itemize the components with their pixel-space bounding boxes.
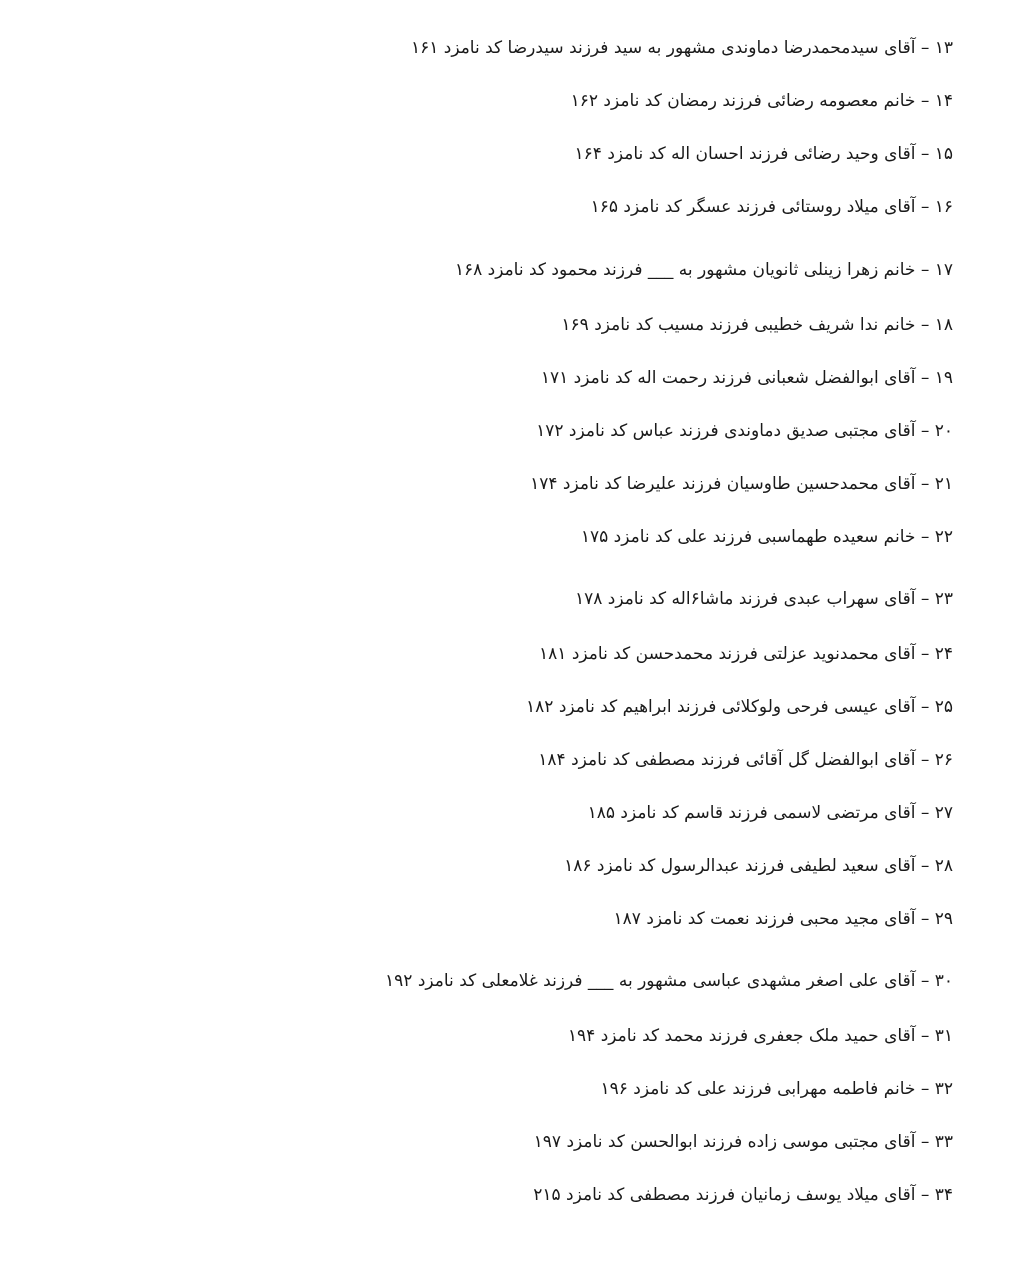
list-item: ۲۴ – آقای محمدنوید عزلتی فرزند محمدحسن کد نامزد ۱۸۱: [539, 644, 953, 664]
list-item: ۱۹ – آقای ابوالفضل شعبانی فرزند رحمت اله کد نامزد ۱۷۱: [540, 368, 953, 388]
list-item: ۳۲ – خانم فاطمه مهرابی فرزند علی کد نامزد ۱۹۶: [600, 1079, 953, 1099]
list-item: ۲۷ – آقای مرتضی لاسمی فرزند قاسم کد نامزد ۱۸۵: [587, 803, 953, 823]
list-item: ۲۳ – آقای سهراب عبدی فرزند ماشا۶اله کد نامزد ۱۷۸: [574, 589, 953, 609]
list-item: ۱۴ – خانم معصومه رضائی فرزند رمضان کد نامزد ۱۶۲: [570, 91, 953, 111]
list-item: ۱۸ – خانم ندا شریف خطیبی فرزند مسیب کد نامزد ۱۶۹: [561, 315, 953, 335]
list-item: ۱۶ – آقای میلاد روستائی فرزند عسگر کد نامزد ۱۶۵: [590, 197, 953, 217]
list-item: ۳۳ – آقای مجتبی موسی زاده فرزند ابوالحسن کد نامزد ۱۹۷: [533, 1132, 953, 1152]
list-item: ۱۳ – آقای سیدمحمدرضا دماوندی مشهور به سید فرزند سیدرضا کد نامزد ۱۶۱: [410, 38, 953, 58]
list-item: ۲۱ – آقای محمدحسین طاوسیان فرزند علیرضا کد نامزد ۱۷۴: [530, 474, 953, 494]
list-item: ۲۸ – آقای سعید لطیفی فرزند عبدالرسول کد نامزد ۱۸۶: [564, 856, 953, 876]
list-item: ۲۰ – آقای مجتبی صدیق دماوندی فرزند عباس کد نامزد ۱۷۲: [536, 421, 953, 441]
list-item: ۱۷ – خانم زهرا زینلی ثانویان مشهور به ___ فرزند محمود کد نامزد ۱۶۸: [454, 260, 953, 280]
list-item: ۳۰ – آقای علی اصغر مشهدی عباسی مشهور به ___ فرزند غلامعلی کد نامزد ۱۹۲: [385, 971, 953, 991]
list-item: ۳۴ – آقای میلاد یوسف زمانیان فرزند مصطفی کد نامزد ۲۱۵: [533, 1185, 953, 1205]
list-item: ۱۵ – آقای وحید رضائی فرزند احسان اله کد نامزد ۱۶۴: [574, 144, 953, 164]
list-item: ۲۵ – آقای عیسی فرحی ولوکلائی فرزند ابراهیم کد نامزد ۱۸۲: [526, 697, 953, 717]
list-item: ۳۱ – آقای حمید ملک جعفری فرزند محمد کد نامزد ۱۹۴: [567, 1026, 953, 1046]
list-item: ۲۹ – آقای مجید محبی فرزند نعمت کد نامزد ۱۸۷: [613, 909, 953, 929]
list-item: ۲۶ – آقای ابوالفضل گل آقائی فرزند مصطفی کد نامزد ۱۸۴: [538, 750, 953, 770]
list-item: ۲۲ – خانم سعیده طهماسبی فرزند علی کد نامزد ۱۷۵: [580, 527, 953, 547]
